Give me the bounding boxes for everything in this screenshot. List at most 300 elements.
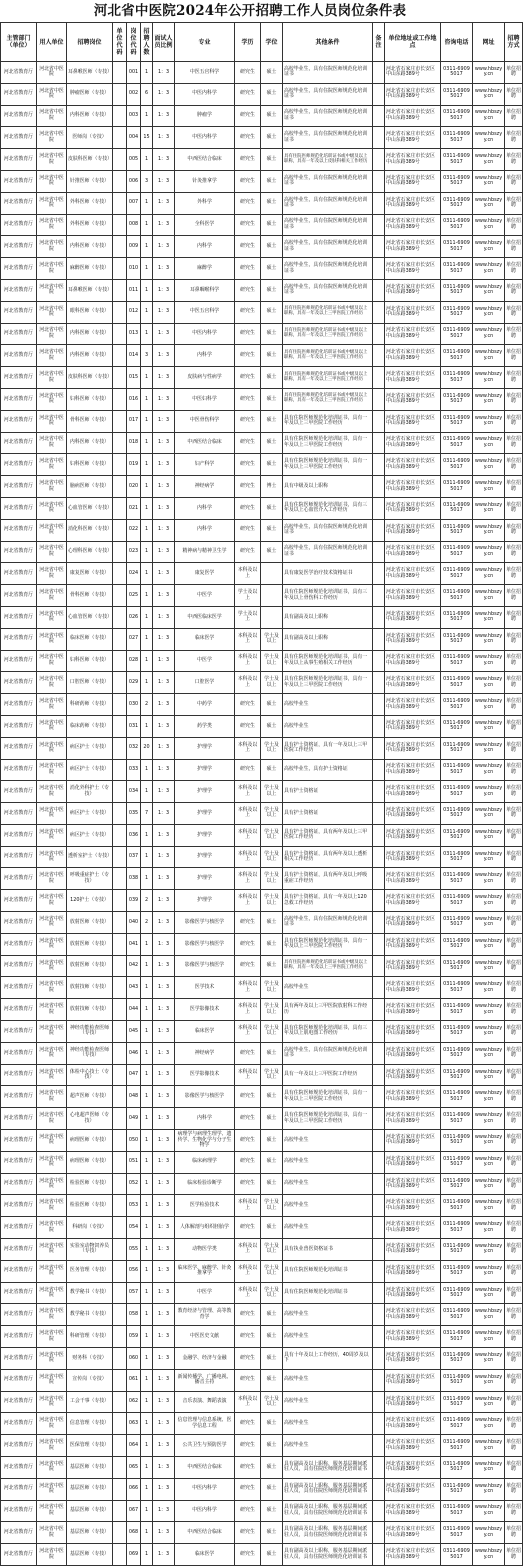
- website-link-cell[interactable]: [473, 1500, 505, 1522]
- unit-code-cell: [113, 1435, 127, 1457]
- website-link-cell[interactable]: [473, 977, 505, 999]
- position-code-cell: 069: [127, 1544, 141, 1566]
- degree-cell: 学士及以上: [261, 672, 283, 694]
- remarks-cell: [373, 1217, 385, 1239]
- table-row: [1, 1544, 523, 1566]
- website-link-cell[interactable]: [473, 824, 505, 846]
- website-link-cell[interactable]: [473, 585, 505, 607]
- website-link[interactable]: www.hbszyy.cn: [474, 283, 503, 296]
- position-cell: 内科医师（专技）: [67, 105, 113, 127]
- degree-cell: 硕士: [261, 323, 283, 345]
- count-cell: 1: [141, 367, 153, 389]
- website-link-cell[interactable]: [473, 737, 505, 759]
- website-link-cell[interactable]: [473, 1173, 505, 1195]
- remarks-cell: [373, 367, 385, 389]
- website-link-cell[interactable]: [473, 214, 505, 236]
- ratio-cell: 1：3: [153, 933, 175, 955]
- conditions-cell: 高校毕业生: [283, 1217, 373, 1239]
- phone-cell: 0311-69095017: [441, 476, 473, 498]
- remarks-cell: [373, 323, 385, 345]
- website-link[interactable]: www.hbszyy.cn: [474, 1330, 503, 1342]
- website-link[interactable]: www.hbszyy.cn: [474, 480, 503, 492]
- website-link[interactable]: www.hbszyy.cn: [474, 131, 503, 143]
- position-cell: 眼科医师（专技）: [67, 301, 113, 323]
- unit-cell: 河北省中医院: [37, 1391, 67, 1413]
- website-link[interactable]: www.hbszyy.cn: [474, 545, 503, 557]
- website-link-cell[interactable]: [473, 541, 505, 563]
- website-link[interactable]: www.hbszyy.cn: [474, 850, 503, 863]
- dept-cell: 河北省教育厅: [1, 1326, 37, 1348]
- website-link-cell[interactable]: [473, 1108, 505, 1130]
- website-link-cell[interactable]: [473, 1217, 505, 1239]
- website-link[interactable]: www.hbszyy.cn: [474, 1003, 503, 1015]
- website-link[interactable]: www.hbszyy.cn: [474, 1504, 503, 1516]
- website-link-cell[interactable]: [473, 1195, 505, 1217]
- unit-cell: 河北省中医院: [37, 1195, 67, 1217]
- table-row: [1, 1173, 523, 1195]
- count-cell: 1: [141, 454, 153, 476]
- website-link-cell[interactable]: [473, 999, 505, 1021]
- website-link[interactable]: www.hbszyy.cn: [474, 698, 503, 710]
- website-link[interactable]: www.hbszyy.cn: [474, 785, 503, 797]
- count-cell: 1: [141, 476, 153, 498]
- education-cell: 研究生: [235, 933, 261, 955]
- method-cell: 单位招聘: [505, 824, 523, 846]
- website-link[interactable]: www.hbszyy.cn: [474, 1417, 503, 1429]
- position-code-cell: 007: [127, 192, 141, 214]
- website-link[interactable]: www.hbszyy.cn: [474, 1155, 503, 1168]
- position-code-cell: 014: [127, 345, 141, 367]
- website-link[interactable]: www.hbszyy.cn: [474, 153, 503, 165]
- website-link-cell[interactable]: [473, 1042, 505, 1064]
- website-link-cell[interactable]: [473, 127, 505, 149]
- website-link[interactable]: www.hbszyy.cn: [474, 1046, 503, 1059]
- website-link[interactable]: www.hbszyy.cn: [474, 349, 503, 361]
- table-row: [1, 1500, 523, 1522]
- website-link[interactable]: www.hbszyy.cn: [474, 109, 503, 121]
- website-link[interactable]: www.hbszyy.cn: [474, 87, 503, 100]
- website-link[interactable]: www.hbszyy.cn: [474, 218, 503, 230]
- website-link-cell[interactable]: [473, 62, 505, 84]
- unit-cell: 河北省中医院: [37, 1326, 67, 1348]
- position-cell: 工会干事（专技）: [67, 1391, 113, 1413]
- remarks-cell: [373, 541, 385, 563]
- ratio-cell: 1：3: [153, 432, 175, 454]
- phone-cell: 0311-69095017: [441, 977, 473, 999]
- degree-cell: 学士及以上: [261, 781, 283, 803]
- website-link[interactable]: www.hbszyy.cn: [474, 327, 503, 339]
- website-link[interactable]: www.hbszyy.cn: [474, 1460, 503, 1473]
- website-link[interactable]: www.hbszyy.cn: [474, 174, 503, 187]
- phone-cell: 0311-69095017: [441, 672, 473, 694]
- dept-cell: 河北省教育厅: [1, 236, 37, 258]
- website-link[interactable]: www.hbszyy.cn: [474, 567, 503, 579]
- website-link[interactable]: www.hbszyy.cn: [474, 1439, 503, 1451]
- phone-cell: 0311-69095017: [441, 1173, 473, 1195]
- unit-code-cell: [113, 214, 127, 236]
- website-link-cell[interactable]: [473, 803, 505, 825]
- ratio-cell: 1：3: [153, 977, 175, 999]
- major-cell: 皮肤病与性病学: [175, 367, 235, 389]
- address-cell: 河北省石家庄市长安区中山东路389号: [385, 1282, 441, 1304]
- website-link-cell[interactable]: [473, 258, 505, 280]
- website-link-cell[interactable]: [473, 912, 505, 934]
- website-link-cell[interactable]: [473, 1151, 505, 1173]
- position-code-cell: 053: [127, 1195, 141, 1217]
- address-cell: 河北省石家庄市长安区中山东路389号: [385, 1478, 441, 1500]
- conditions-cell: 具有住院医师规范化培训证书，具有一年及以上三甲医院工作经历: [283, 1108, 373, 1130]
- website-link-cell[interactable]: [473, 105, 505, 127]
- count-cell: 1: [141, 1086, 153, 1108]
- dept-cell: 河北省教育厅: [1, 715, 37, 737]
- website-link[interactable]: www.hbszyy.cn: [474, 632, 503, 645]
- count-cell: 1: [141, 1413, 153, 1435]
- website-link-cell[interactable]: [473, 1457, 505, 1479]
- ratio-cell: 1：3: [153, 1413, 175, 1435]
- method-cell: 单位招聘: [505, 1217, 523, 1239]
- dept-cell: 河北省教育厅: [1, 737, 37, 759]
- dept-cell: 河北省教育厅: [1, 519, 37, 541]
- unit-cell: 河北省中医院: [37, 1108, 67, 1130]
- ratio-cell: 1：3: [153, 1435, 175, 1457]
- degree-cell: 硕士: [261, 127, 283, 149]
- remarks-cell: [373, 1544, 385, 1566]
- website-link-cell[interactable]: [473, 170, 505, 192]
- website-link-cell[interactable]: [473, 454, 505, 476]
- education-cell: 研究生: [235, 1435, 261, 1457]
- website-link-cell[interactable]: [473, 279, 505, 301]
- major-cell: 中医内科学: [175, 83, 235, 105]
- phone-cell: 0311-69095017: [441, 1239, 473, 1261]
- header-education: 学历: [235, 23, 261, 62]
- remarks-cell: [373, 1435, 385, 1457]
- position-code-cell: 028: [127, 650, 141, 672]
- website-link-cell[interactable]: [473, 519, 505, 541]
- website-link-cell[interactable]: [473, 868, 505, 890]
- position-cell: 科研管理（专技）: [67, 1326, 113, 1348]
- website-link[interactable]: www.hbszyy.cn: [474, 1264, 503, 1277]
- website-link[interactable]: www.hbszyy.cn: [474, 392, 503, 405]
- major-cell: 神经病学: [175, 476, 235, 498]
- website-link-cell[interactable]: [473, 301, 505, 323]
- major-cell: 公共卫生与预防医学: [175, 1435, 235, 1457]
- website-link-cell[interactable]: [473, 1239, 505, 1261]
- unit-cell: 河北省中医院: [37, 214, 67, 236]
- dept-cell: 河北省教育厅: [1, 323, 37, 345]
- website-link[interactable]: www.hbszyy.cn: [474, 828, 503, 841]
- count-cell: 1: [141, 1173, 153, 1195]
- website-link[interactable]: www.hbszyy.cn: [474, 654, 503, 666]
- unit-cell: 河北省中医院: [37, 912, 67, 934]
- remarks-cell: [373, 1086, 385, 1108]
- table-row: [1, 170, 523, 192]
- major-cell: 中医内科学: [175, 323, 235, 345]
- website-link-cell[interactable]: [473, 345, 505, 367]
- address-cell: 河北省石家庄市长安区中山东路389号: [385, 105, 441, 127]
- website-link-cell[interactable]: [473, 236, 505, 258]
- website-link[interactable]: www.hbszyy.cn: [474, 371, 503, 383]
- position-code-cell: 020: [127, 476, 141, 498]
- conditions-cell: 高校毕业生: [283, 1413, 373, 1435]
- phone-cell: 0311-69095017: [441, 1260, 473, 1282]
- degree-cell: 硕士: [261, 1042, 283, 1064]
- website-link-cell[interactable]: [473, 149, 505, 171]
- conditions-cell: 具有护士资格证，具有两年及以上呼吸重症工作经历: [283, 868, 373, 890]
- unit-code-cell: [113, 1086, 127, 1108]
- dept-cell: 河北省教育厅: [1, 563, 37, 585]
- website-link-cell[interactable]: [473, 606, 505, 628]
- conditions-cell: 高校毕业生，具有住院医师规范化培训证书: [283, 258, 373, 280]
- website-link-cell[interactable]: [473, 955, 505, 977]
- position-cell: 内科医师（专技）: [67, 345, 113, 367]
- count-cell: 1: [141, 715, 153, 737]
- position-code-cell: 052: [127, 1173, 141, 1195]
- table-row: [1, 955, 523, 977]
- address-cell: 河北省石家庄市长安区中山东路389号: [385, 454, 441, 476]
- unit-cell: 河北省中医院: [37, 585, 67, 607]
- website-link[interactable]: www.hbszyy.cn: [474, 1548, 503, 1560]
- website-link-cell[interactable]: [473, 323, 505, 345]
- position-code-cell: 046: [127, 1042, 141, 1064]
- unit-code-cell: [113, 737, 127, 759]
- website-link[interactable]: www.hbszyy.cn: [474, 501, 503, 514]
- website-link[interactable]: www.hbszyy.cn: [474, 1090, 503, 1102]
- conditions-cell: 高校毕业生: [283, 715, 373, 737]
- website-link-cell[interactable]: [473, 1435, 505, 1457]
- position-cell: 医师岗（专技）: [67, 127, 113, 149]
- unit-cell: 河北省中医院: [37, 192, 67, 214]
- website-link-cell[interactable]: [473, 890, 505, 912]
- education-cell: 研究生: [235, 214, 261, 236]
- education-cell: 研究生: [235, 541, 261, 563]
- website-link[interactable]: www.hbszyy.cn: [474, 1395, 503, 1407]
- remarks-cell: [373, 1413, 385, 1435]
- dept-cell: 河北省教育厅: [1, 1064, 37, 1086]
- website-link-cell[interactable]: [473, 628, 505, 650]
- remarks-cell: [373, 1130, 385, 1152]
- website-link-cell[interactable]: [473, 694, 505, 716]
- education-cell: 研究生: [235, 1086, 261, 1108]
- conditions-cell: 具有住院医师规范化培训证书或中级及以上职称，具有一年及以上三甲医院工作经历: [283, 367, 373, 389]
- website-link[interactable]: www.hbszyy.cn: [474, 894, 503, 906]
- education-cell: 本科及以上: [235, 1391, 261, 1413]
- phone-cell: 0311-69095017: [441, 606, 473, 628]
- website-link[interactable]: www.hbszyy.cn: [474, 915, 503, 928]
- website-link[interactable]: www.hbszyy.cn: [474, 719, 503, 732]
- website-link-cell[interactable]: [473, 759, 505, 781]
- unit-code-cell: [113, 1522, 127, 1544]
- education-cell: 研究生: [235, 1522, 261, 1544]
- major-cell: 护理学: [175, 803, 235, 825]
- website-link[interactable]: www.hbszyy.cn: [474, 196, 503, 209]
- website-link-cell[interactable]: [473, 846, 505, 868]
- website-link[interactable]: www.hbszyy.cn: [474, 1112, 503, 1124]
- unit-cell: 河北省中医院: [37, 1369, 67, 1391]
- website-link[interactable]: www.hbszyy.cn: [474, 676, 503, 688]
- website-link-cell[interactable]: [473, 933, 505, 955]
- unit-cell: 河北省中医院: [37, 454, 67, 476]
- table-row: [1, 933, 523, 955]
- website-link[interactable]: www.hbszyy.cn: [474, 981, 503, 993]
- website-link[interactable]: www.hbszyy.cn: [474, 1526, 503, 1538]
- website-link-cell[interactable]: [473, 1021, 505, 1043]
- degree-cell: 博士: [261, 476, 283, 498]
- website-link[interactable]: www.hbszyy.cn: [474, 589, 503, 601]
- unit-code-cell: [113, 323, 127, 345]
- unit-cell: 河北省中医院: [37, 1130, 67, 1152]
- dept-cell: 河北省教育厅: [1, 1282, 37, 1304]
- ratio-cell: 1：3: [153, 1544, 175, 1566]
- website-link[interactable]: www.hbszyy.cn: [474, 436, 503, 448]
- unit-cell: 河北省中医院: [37, 62, 67, 84]
- position-code-cell: 041: [127, 933, 141, 955]
- website-link-cell[interactable]: [473, 672, 505, 694]
- website-link-cell[interactable]: [473, 1544, 505, 1566]
- count-cell: 1: [141, 1064, 153, 1086]
- website-link[interactable]: www.hbszyy.cn: [474, 1068, 503, 1081]
- remarks-cell: [373, 672, 385, 694]
- website-link[interactable]: www.hbszyy.cn: [474, 806, 503, 819]
- conditions-cell: 具有住院医师规范化培训证书，具有一年及以上三甲医院工作经历: [283, 672, 373, 694]
- count-cell: 1: [141, 497, 153, 519]
- phone-cell: 0311-69095017: [441, 933, 473, 955]
- unit-code-cell: [113, 912, 127, 934]
- conditions-cell: 高校毕业生，具有住院医师规范化培训证书: [283, 192, 373, 214]
- education-cell: 研究生: [235, 432, 261, 454]
- website-link-cell[interactable]: [473, 1522, 505, 1544]
- website-link[interactable]: www.hbszyy.cn: [474, 1286, 503, 1299]
- website-link-cell[interactable]: [473, 476, 505, 498]
- phone-cell: 0311-69095017: [441, 846, 473, 868]
- remarks-cell: [373, 1304, 385, 1326]
- website-link[interactable]: www.hbszyy.cn: [474, 65, 503, 78]
- education-cell: 研究生: [235, 149, 261, 171]
- website-link-cell[interactable]: [473, 1348, 505, 1370]
- count-cell: 6: [141, 83, 153, 105]
- dept-cell: 河北省教育厅: [1, 977, 37, 999]
- website-link-cell[interactable]: [473, 432, 505, 454]
- website-link-cell[interactable]: [473, 367, 505, 389]
- website-link-cell[interactable]: [473, 1391, 505, 1413]
- header-conditions: 其他条件: [283, 23, 373, 62]
- unit-code-cell: [113, 1108, 127, 1130]
- count-cell: 1: [141, 432, 153, 454]
- method-cell: 单位招聘: [505, 345, 523, 367]
- table-row: [1, 497, 523, 519]
- website-link[interactable]: www.hbszyy.cn: [474, 262, 503, 274]
- method-cell: 单位招聘: [505, 1173, 523, 1195]
- unit-cell: 河北省中医院: [37, 279, 67, 301]
- website-link[interactable]: www.hbszyy.cn: [474, 240, 503, 252]
- website-link-cell[interactable]: [473, 1326, 505, 1348]
- position-cell: 检验医师（专技）: [67, 1195, 113, 1217]
- website-link-cell[interactable]: [473, 1304, 505, 1326]
- website-link-cell[interactable]: [473, 715, 505, 737]
- count-cell: 1: [141, 1304, 153, 1326]
- website-link[interactable]: www.hbszyy.cn: [474, 1482, 503, 1495]
- website-link[interactable]: www.hbszyy.cn: [474, 458, 503, 470]
- degree-cell: 硕士: [261, 388, 283, 410]
- website-link[interactable]: www.hbszyy.cn: [474, 1199, 503, 1211]
- website-link-cell[interactable]: [473, 83, 505, 105]
- remarks-cell: [373, 563, 385, 585]
- website-link[interactable]: www.hbszyy.cn: [474, 1308, 503, 1320]
- major-cell: 针灸推拿学: [175, 170, 235, 192]
- website-link[interactable]: www.hbszyy.cn: [474, 305, 503, 318]
- unit-cell: 河北省中医院: [37, 650, 67, 672]
- website-link-cell[interactable]: [473, 1086, 505, 1108]
- website-link-cell[interactable]: [473, 1282, 505, 1304]
- ratio-cell: 1：3: [153, 541, 175, 563]
- website-link[interactable]: www.hbszyy.cn: [474, 414, 503, 427]
- website-link-cell[interactable]: [473, 497, 505, 519]
- count-cell: 1: [141, 541, 153, 563]
- position-cell: 骨科医师（专技）: [67, 585, 113, 607]
- position-cell: 基层医师（专技）: [67, 1544, 113, 1566]
- position-code-cell: 002: [127, 83, 141, 105]
- phone-cell: 0311-69095017: [441, 890, 473, 912]
- website-link-cell[interactable]: [473, 388, 505, 410]
- unit-code-cell: [113, 1173, 127, 1195]
- unit-code-cell: [113, 628, 127, 650]
- website-link-cell[interactable]: [473, 1369, 505, 1391]
- count-cell: 1: [141, 1522, 153, 1544]
- table-row: [1, 715, 523, 737]
- ratio-cell: 1：3: [153, 1130, 175, 1152]
- website-link[interactable]: www.hbszyy.cn: [474, 741, 503, 754]
- website-link[interactable]: www.hbszyy.cn: [474, 1133, 503, 1146]
- website-link-cell[interactable]: [473, 410, 505, 432]
- address-cell: 河北省石家庄市长安区中山东路389号: [385, 1304, 441, 1326]
- website-link-cell[interactable]: [473, 650, 505, 672]
- website-link[interactable]: www.hbszyy.cn: [474, 872, 503, 884]
- website-link[interactable]: www.hbszyy.cn: [474, 959, 503, 972]
- unit-code-cell: [113, 170, 127, 192]
- method-cell: 单位招聘: [505, 1086, 523, 1108]
- ratio-cell: 1：3: [153, 1369, 175, 1391]
- website-link-cell[interactable]: [473, 563, 505, 585]
- count-cell: 1: [141, 1478, 153, 1500]
- count-cell: 1: [141, 1435, 153, 1457]
- website-link[interactable]: www.hbszyy.cn: [474, 610, 503, 623]
- website-link-cell[interactable]: [473, 192, 505, 214]
- website-link-cell[interactable]: [473, 1260, 505, 1282]
- website-link[interactable]: www.hbszyy.cn: [474, 1242, 503, 1255]
- unit-code-cell: [113, 279, 127, 301]
- website-link[interactable]: www.hbszyy.cn: [474, 1351, 503, 1364]
- position-cell: 皮肤科医师（专技）: [67, 149, 113, 171]
- website-link[interactable]: www.hbszyy.cn: [474, 1024, 503, 1037]
- website-link[interactable]: www.hbszyy.cn: [474, 1221, 503, 1233]
- conditions-cell: 具有副高及以上职称，服务基层期间派驻人员，具有住院医师规范化培训证书: [283, 1544, 373, 1566]
- website-link-cell[interactable]: [473, 1130, 505, 1152]
- dept-cell: 河北省教育厅: [1, 1544, 37, 1566]
- website-link[interactable]: www.hbszyy.cn: [474, 763, 503, 775]
- table-row: [1, 694, 523, 716]
- website-link[interactable]: www.hbszyy.cn: [474, 937, 503, 950]
- website-link-cell[interactable]: [473, 1413, 505, 1435]
- position-cell: 病理医师（专技）: [67, 1151, 113, 1173]
- website-link[interactable]: www.hbszyy.cn: [474, 523, 503, 536]
- website-link-cell[interactable]: [473, 1478, 505, 1500]
- website-link[interactable]: www.hbszyy.cn: [474, 1177, 503, 1190]
- remarks-cell: [373, 585, 385, 607]
- conditions-cell: 具有住院医师规范化培训证书，具有三年及以上心血管介入工作经历: [283, 497, 373, 519]
- address-cell: 河北省石家庄市长安区中山东路389号: [385, 1348, 441, 1370]
- website-link-cell[interactable]: [473, 1064, 505, 1086]
- website-link[interactable]: www.hbszyy.cn: [474, 1373, 503, 1386]
- website-link-cell[interactable]: [473, 781, 505, 803]
